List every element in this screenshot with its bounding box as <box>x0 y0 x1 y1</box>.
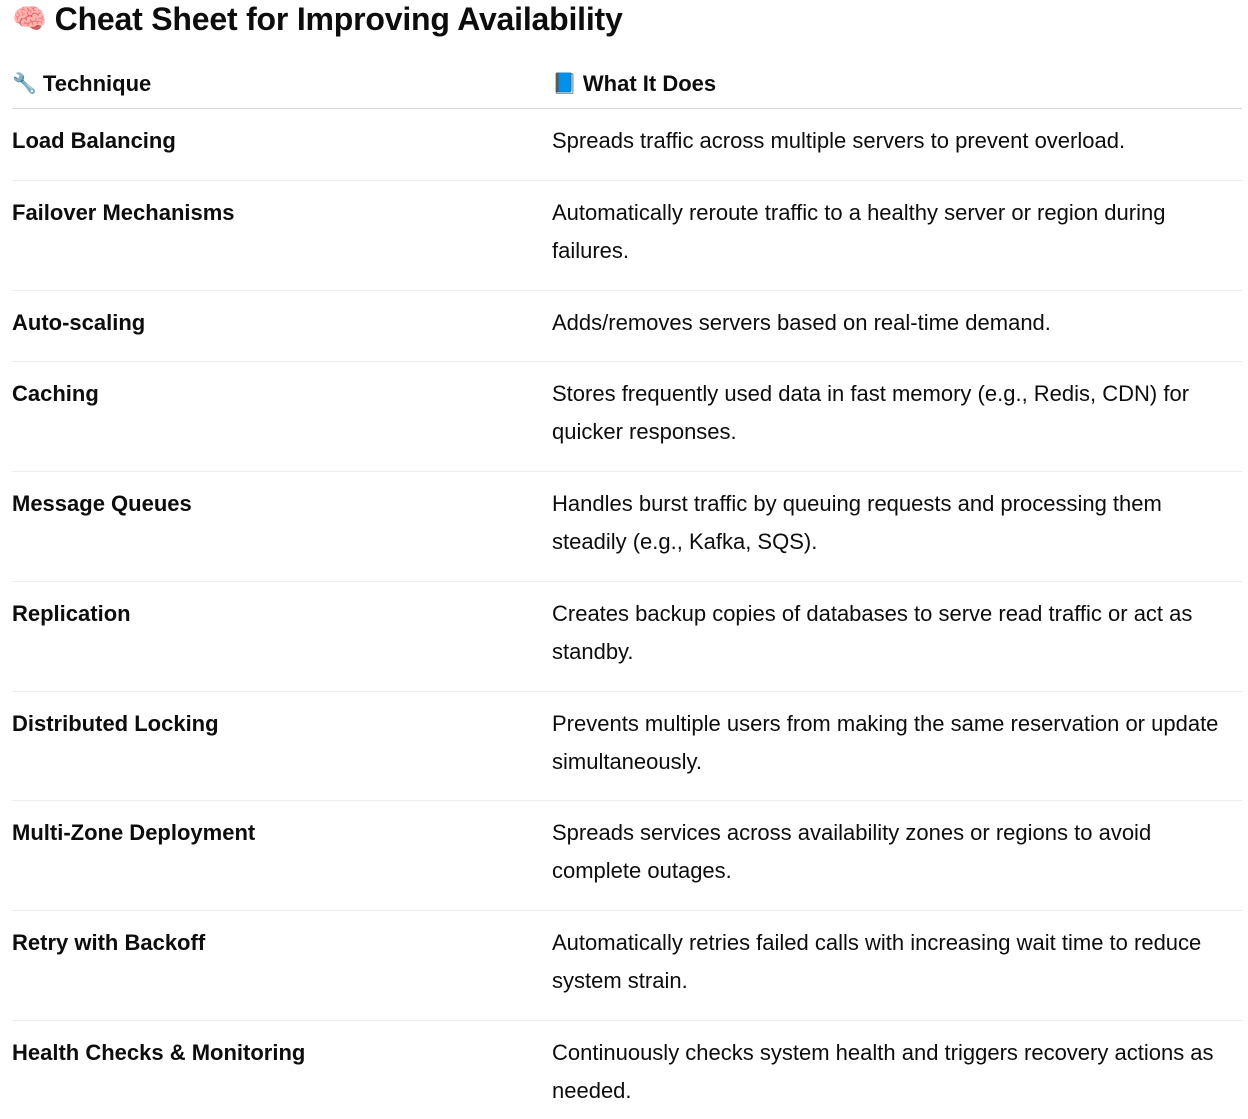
table-row <box>12 582 1242 692</box>
technique-cell: Load Balancing <box>12 128 176 153</box>
blue-book-icon: 📘 <box>552 73 577 95</box>
description-cell: Prevents multiple users from making the same reservation or update simultaneously. <box>552 711 1219 774</box>
page-title <box>12 0 623 38</box>
technique-cell: Message Queues <box>12 491 192 516</box>
description-cell: Continuously checks system health and triggers recovery actions as needed. <box>552 1040 1214 1103</box>
description-cell: Spreads traffic across multiple servers to prevent overload. <box>552 128 1126 153</box>
technique-cell: Caching <box>12 381 99 406</box>
brain-icon: 🧠 <box>12 3 47 34</box>
technique-cell: Auto-scaling <box>12 310 146 335</box>
description-cell: Handles burst traffic by queuing requests and processing them steadily (e.g., Kafka, SQS). <box>552 491 1162 554</box>
description-cell: Stores frequently used data in fast memory (e.g., Redis, CDN) for quicker responses. <box>552 381 1190 444</box>
page-title-text: Cheat Sheet for Improving Availability <box>54 0 623 37</box>
technique-cell: Replication <box>12 601 131 626</box>
header-what-it-does <box>552 71 1242 97</box>
table-row <box>12 291 1242 362</box>
table-row <box>12 109 1242 181</box>
header-technique <box>12 71 552 97</box>
table-row <box>12 692 1242 801</box>
technique-cell: Multi-Zone Deployment <box>12 820 256 845</box>
technique-cell: Failover Mechanisms <box>12 200 235 225</box>
technique-cell: Health Checks & Monitoring <box>12 1040 306 1065</box>
header-technique-label: Technique <box>42 71 152 96</box>
description-cell: Spreads services across availability zones or regions to avoid complete outages. <box>552 820 1152 883</box>
technique-cell: Retry with Backoff <box>12 930 206 955</box>
description-cell: Automatically reroute traffic to a healthy server or region during failures. <box>552 200 1166 263</box>
table-row <box>12 1021 1242 1119</box>
description-cell: Adds/removes servers based on real-time demand. <box>552 310 1051 335</box>
table-row <box>12 181 1242 291</box>
table-row <box>12 911 1242 1021</box>
table-row <box>12 472 1242 582</box>
description-cell: Automatically retries failed calls with increasing wait time to reduce system strain. <box>552 930 1202 993</box>
table-row <box>12 801 1242 911</box>
description-cell: Creates backup copies of databases to serve read traffic or act as standby. <box>552 601 1193 664</box>
techniques-table <box>12 60 1242 1119</box>
technique-cell: Distributed Locking <box>12 711 219 736</box>
table-row <box>12 362 1242 472</box>
header-what-it-does-label: What It Does <box>582 71 717 96</box>
wrench-icon: 🔧 <box>12 73 37 95</box>
table-header <box>12 60 1242 109</box>
table-body <box>12 109 1242 1119</box>
